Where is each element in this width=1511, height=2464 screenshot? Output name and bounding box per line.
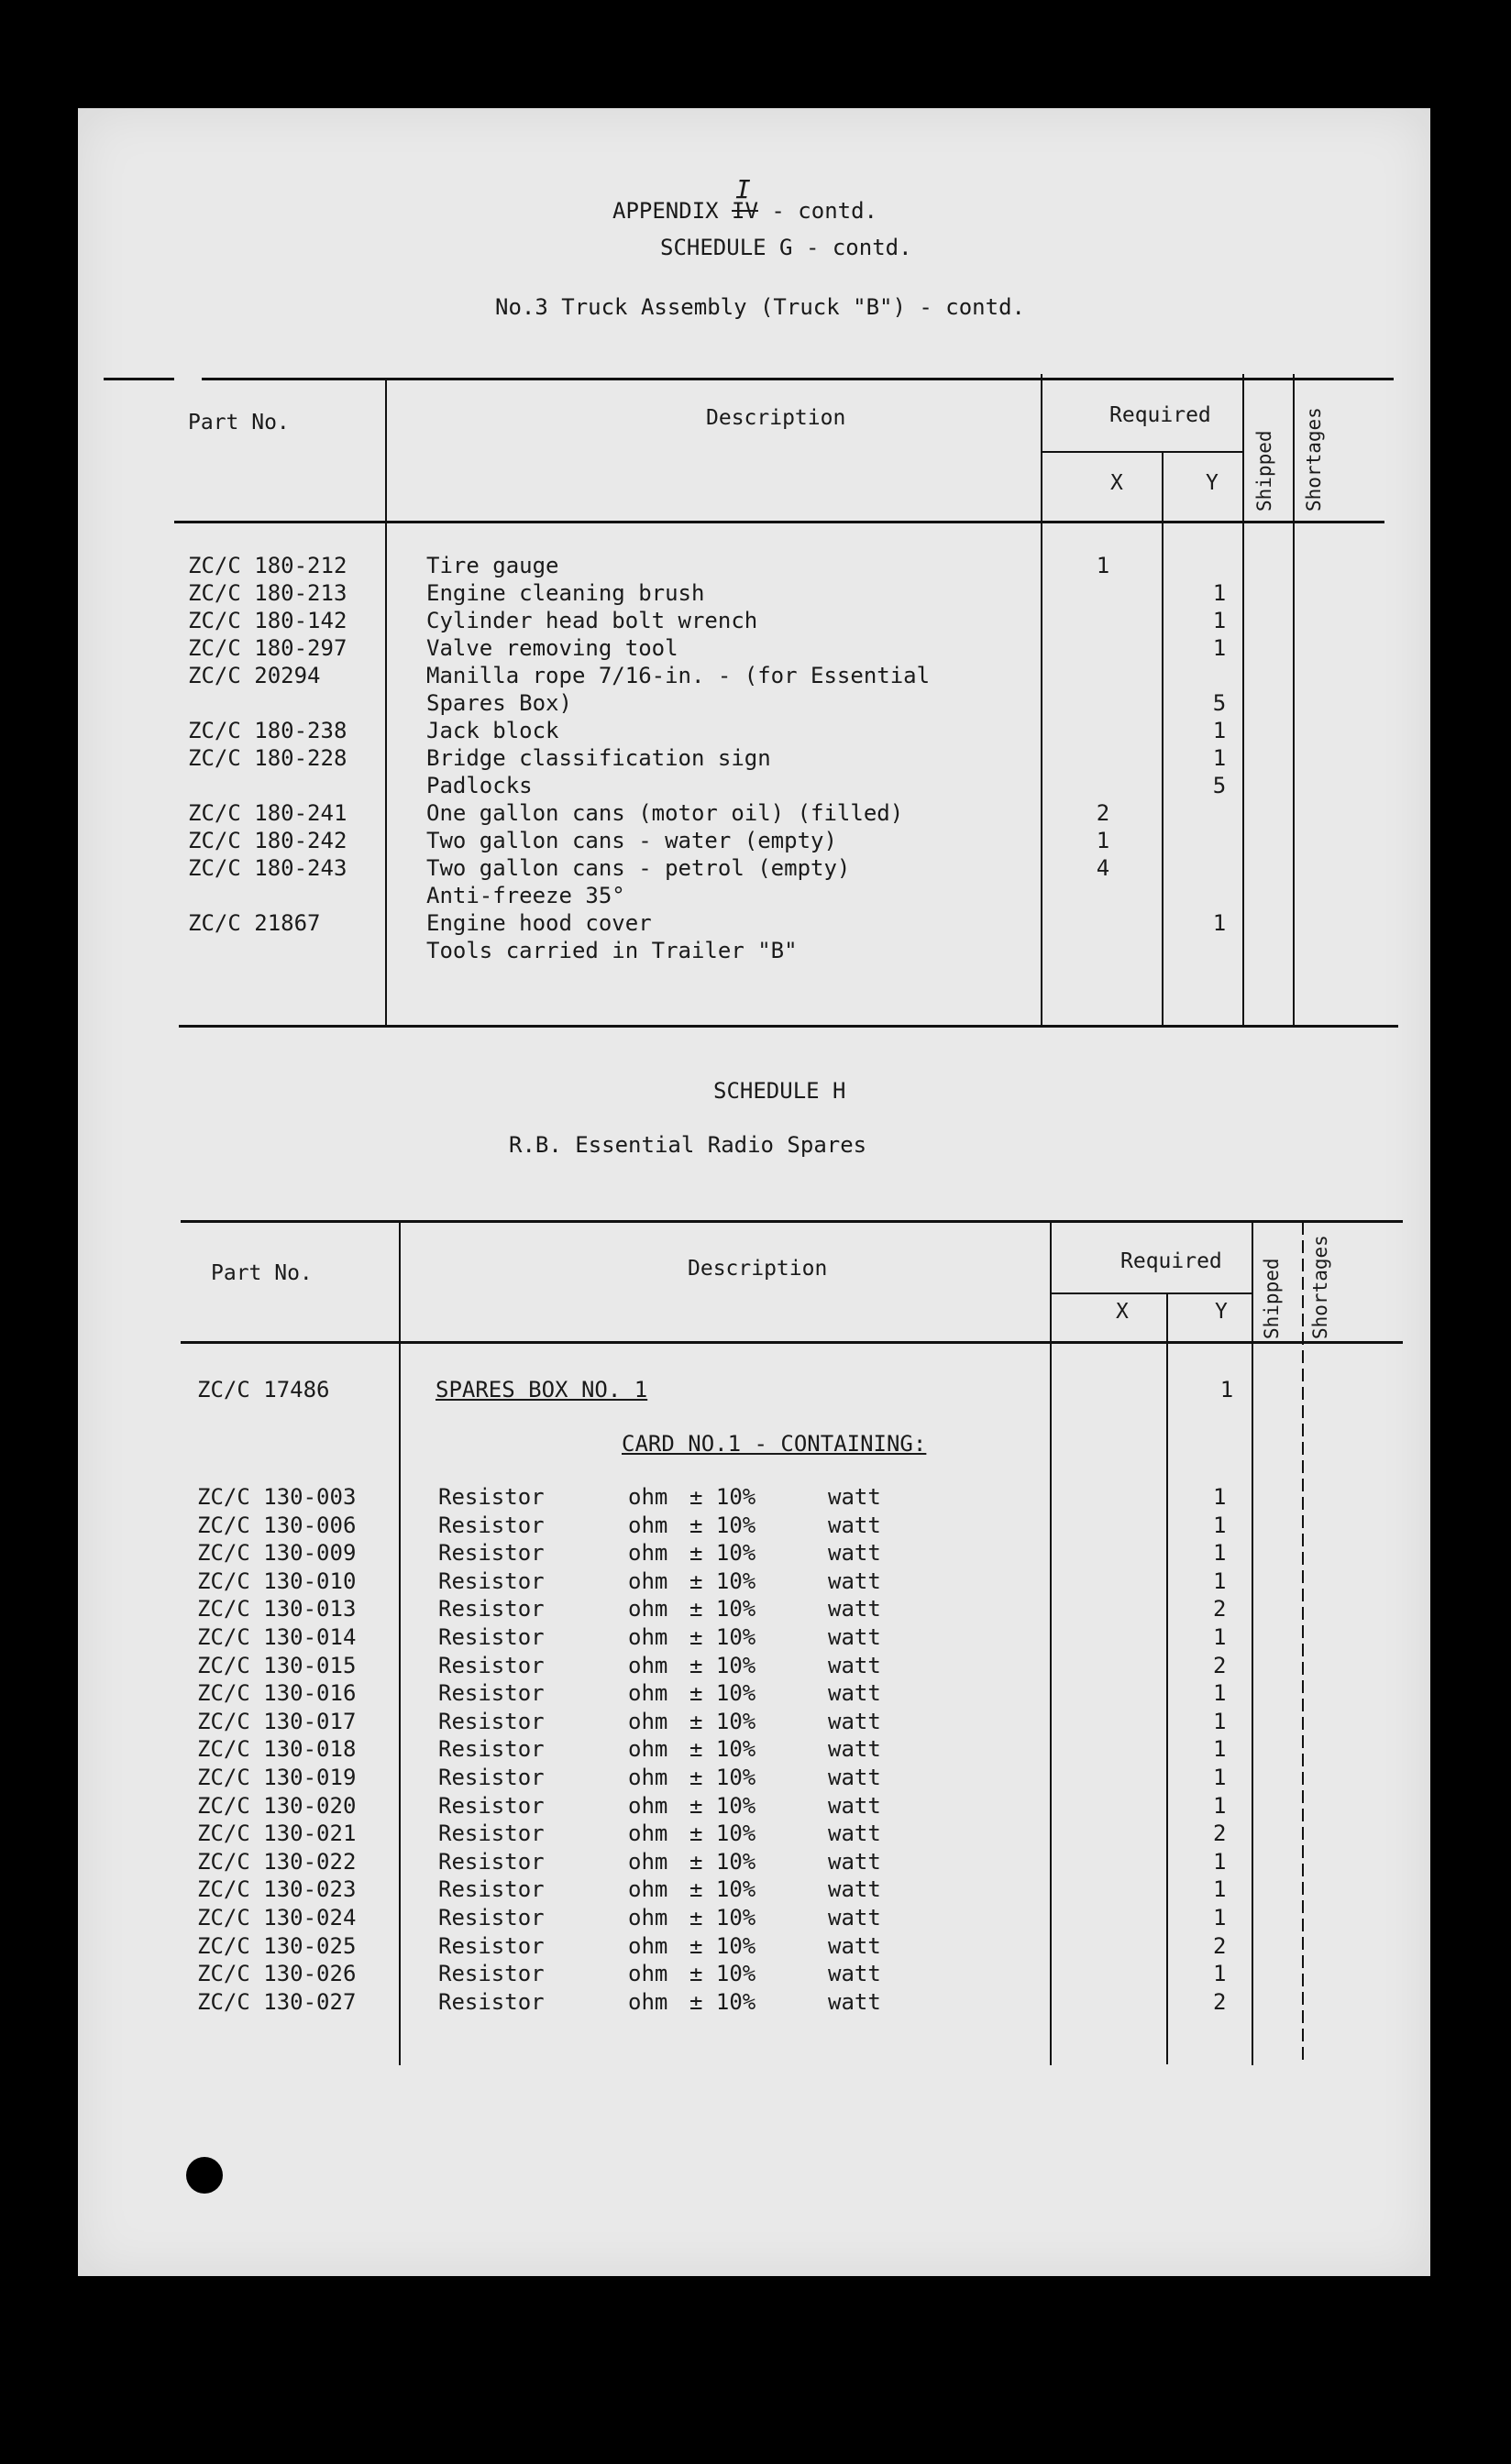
qty-y: 2	[1213, 1932, 1227, 1959]
ohm-unit: ohm	[628, 1624, 668, 1650]
description: Engine cleaning brush	[426, 580, 705, 606]
table-h-vline-shipped	[1302, 1222, 1304, 2065]
description: Bridge classification sign	[426, 745, 771, 771]
description: Two gallon cans - water (empty)	[426, 828, 837, 853]
part-number: ZC/C 130-022	[197, 1848, 357, 1875]
part-number: ZC/C 180-243	[188, 855, 347, 881]
wattage: watt	[828, 1708, 881, 1734]
wattage: watt	[828, 1540, 881, 1567]
qty-y: 1	[1212, 745, 1227, 771]
ohm-unit: ohm	[628, 1596, 668, 1622]
table-g-vline-y	[1242, 374, 1244, 1027]
qty-y: 1	[1213, 1512, 1227, 1538]
tolerance: ± 10%	[689, 1568, 756, 1594]
ohm-unit: ohm	[628, 1820, 668, 1847]
wattage: watt	[828, 1568, 881, 1594]
tolerance: ± 10%	[689, 1792, 756, 1819]
table-g-vline-x	[1162, 453, 1164, 1027]
col-h-x: X	[1116, 1300, 1129, 1324]
schedule-g-heading: SCHEDULE G - contd.	[660, 235, 912, 260]
part-number: ZC/C 130-025	[197, 1932, 357, 1959]
part-number: ZC/C 130-015	[197, 1652, 357, 1678]
qty-y: 1	[1213, 1484, 1227, 1510]
table-g-bottom-rule	[179, 1025, 1398, 1028]
tolerance: ± 10%	[689, 1848, 756, 1875]
table-g-top-gap	[174, 378, 202, 380]
qty-y: 1	[1212, 635, 1227, 661]
component-name: Resistor	[438, 1848, 545, 1875]
wattage: watt	[828, 1652, 881, 1678]
part-number: ZC/C 130-014	[197, 1624, 357, 1650]
qty-y: 2	[1213, 1820, 1227, 1847]
document-page	[78, 108, 1430, 2276]
col-h-shortages: Shortages	[1309, 1235, 1331, 1339]
qty-y: 2	[1213, 1596, 1227, 1622]
part-number: ZC/C 130-017	[197, 1708, 357, 1734]
tolerance: ± 10%	[689, 1905, 756, 1930]
qty-y: 5	[1212, 690, 1227, 716]
wattage: watt	[828, 1765, 881, 1790]
wattage: watt	[828, 1988, 881, 2015]
qty-x: 1	[1096, 828, 1110, 853]
description: Tools carried in Trailer "B"	[426, 938, 798, 963]
part-number: ZC/C 130-021	[197, 1820, 357, 1847]
component-name: Resistor	[438, 1540, 545, 1567]
component-name: Resistor	[438, 1961, 545, 1987]
ohm-unit: ohm	[628, 1484, 668, 1510]
part-number: ZC/C 180-242	[188, 828, 347, 853]
qty-y: 2	[1213, 1988, 1227, 2015]
schedule-h-subtitle: R.B. Essential Radio Spares	[509, 1132, 867, 1158]
ohm-unit: ohm	[628, 1905, 668, 1930]
wattage: watt	[828, 1512, 881, 1538]
description: Padlocks	[426, 773, 533, 798]
col-part-no: Part No.	[188, 411, 290, 434]
col-h-part-no: Part No.	[211, 1261, 313, 1285]
component-name: Resistor	[438, 1484, 545, 1510]
tolerance: ± 10%	[689, 1484, 756, 1510]
qty-y: 2	[1213, 1652, 1227, 1678]
qty-y: 1	[1213, 1540, 1227, 1567]
component-name: Resistor	[438, 1876, 545, 1903]
description: Two gallon cans - petrol (empty)	[426, 855, 851, 881]
table-g-vline-part	[385, 380, 387, 1027]
appendix-suffix: - contd.	[771, 198, 877, 224]
wattage: watt	[828, 1624, 881, 1650]
qty-y: 1	[1213, 1848, 1227, 1875]
table-h-vline-y	[1252, 1222, 1253, 2065]
table-g-top-rule	[104, 378, 1394, 380]
qty-y: 1	[1212, 608, 1227, 633]
wattage: watt	[828, 1596, 881, 1622]
tolerance: ± 10%	[689, 1624, 756, 1650]
tolerance: ± 10%	[689, 1961, 756, 1987]
wattage: watt	[828, 1961, 881, 1987]
qty-y: 1	[1213, 1765, 1227, 1790]
part-number: ZC/C 20294	[188, 663, 321, 688]
component-name: Resistor	[438, 1624, 545, 1650]
col-h-y: Y	[1215, 1300, 1228, 1324]
tolerance: ± 10%	[689, 1708, 756, 1734]
qty-y: 1	[1213, 1736, 1227, 1763]
table-h-top-rule	[181, 1220, 1403, 1223]
component-name: Resistor	[438, 1708, 545, 1734]
tolerance: ± 10%	[689, 1988, 756, 2015]
description: Anti-freeze 35°	[426, 883, 625, 908]
table-g-required-rule	[1041, 451, 1242, 453]
spares-box-y: 1	[1219, 1377, 1234, 1402]
card-heading	[622, 1430, 926, 1458]
component-name: Resistor	[438, 1652, 545, 1678]
qty-y: 1	[1213, 1624, 1227, 1650]
part-number: ZC/C 180-228	[188, 745, 347, 771]
description: Manilla rope 7/16-in. - (for Essential	[426, 663, 931, 688]
ohm-unit: ohm	[628, 1512, 668, 1538]
ohm-unit: ohm	[628, 1848, 668, 1875]
part-number: ZC/C 180-142	[188, 608, 347, 633]
part-number: ZC/C 130-024	[197, 1905, 357, 1930]
part-number: ZC/C 21867	[188, 910, 321, 936]
appendix-struck-number	[732, 174, 758, 224]
qty-x: 1	[1096, 553, 1110, 578]
wattage: watt	[828, 1484, 881, 1510]
col-required: Required	[1109, 403, 1211, 427]
part-number: ZC/C 180-238	[188, 718, 347, 743]
ohm-unit: ohm	[628, 1568, 668, 1594]
qty-y: 1	[1213, 1680, 1227, 1707]
wattage: watt	[828, 1736, 881, 1763]
part-number: ZC/C 180-297	[188, 635, 347, 661]
part-number: ZC/C 180-213	[188, 580, 347, 606]
tolerance: ± 10%	[689, 1820, 756, 1847]
part-number: ZC/C 130-018	[197, 1736, 357, 1763]
component-name: Resistor	[438, 1512, 545, 1538]
truck-title: No.3 Truck Assembly (Truck "B") - contd.	[495, 294, 1025, 320]
table-h-vline-desc	[1050, 1222, 1052, 2065]
qty-y: 5	[1212, 773, 1227, 798]
qty-x: 2	[1096, 800, 1110, 826]
table-h-vline-x	[1166, 1294, 1168, 2064]
spares-box-desc: SPARES BOX NO. 1	[436, 1377, 648, 1402]
part-number: ZC/C 130-026	[197, 1961, 357, 1987]
table-g-vline-shipped	[1293, 374, 1295, 1027]
appendix-heading	[612, 174, 877, 224]
part-number: ZC/C 130-006	[197, 1512, 357, 1538]
table-h-header-rule	[181, 1341, 1403, 1344]
appendix-correction: I	[735, 174, 751, 204]
spares-box-part: ZC/C 17486	[197, 1377, 330, 1402]
part-number: ZC/C 130-027	[197, 1988, 357, 2015]
description: Valve removing tool	[426, 635, 678, 661]
part-number: ZC/C 180-241	[188, 800, 347, 826]
col-shortages: Shortages	[1303, 407, 1325, 512]
ohm-unit: ohm	[628, 1765, 668, 1790]
qty-y: 1	[1213, 1905, 1227, 1930]
qty-y: 1	[1212, 910, 1227, 936]
ohm-unit: ohm	[628, 1961, 668, 1987]
ohm-unit: ohm	[628, 1792, 668, 1819]
component-name: Resistor	[438, 1568, 545, 1594]
component-name: Resistor	[438, 1905, 545, 1930]
appendix-struck-text: IV	[732, 198, 758, 224]
col-h-shipped: Shipped	[1261, 1258, 1283, 1339]
part-number: ZC/C 180-212	[188, 553, 347, 578]
wattage: watt	[828, 1848, 881, 1875]
part-number: ZC/C 130-020	[197, 1792, 357, 1819]
col-h-description: Description	[688, 1257, 828, 1281]
component-name: Resistor	[438, 1765, 545, 1790]
table-h-required-rule	[1050, 1292, 1252, 1294]
component-name: Resistor	[438, 1988, 545, 2015]
ohm-unit: ohm	[628, 1652, 668, 1678]
ohm-unit: ohm	[628, 1540, 668, 1567]
tolerance: ± 10%	[689, 1680, 756, 1707]
description: Jack block	[426, 718, 559, 743]
wattage: watt	[828, 1792, 881, 1819]
wattage: watt	[828, 1680, 881, 1707]
col-shipped: Shipped	[1253, 430, 1275, 512]
part-number: ZC/C 130-009	[197, 1540, 357, 1567]
component-name: Resistor	[438, 1932, 545, 1959]
part-number: ZC/C 130-013	[197, 1596, 357, 1622]
tolerance: ± 10%	[689, 1736, 756, 1763]
qty-y: 1	[1213, 1961, 1227, 1987]
punch-hole	[186, 2157, 223, 2194]
col-y: Y	[1206, 471, 1219, 495]
ohm-unit: ohm	[628, 1876, 668, 1903]
component-name: Resistor	[438, 1680, 545, 1707]
wattage: watt	[828, 1905, 881, 1930]
table-g-vline-desc	[1041, 374, 1042, 1027]
qty-y: 1	[1213, 1568, 1227, 1594]
qty-y: 1	[1212, 580, 1227, 606]
qty-y: 1	[1213, 1876, 1227, 1903]
tolerance: ± 10%	[689, 1512, 756, 1538]
part-number: ZC/C 130-023	[197, 1876, 357, 1903]
description: Cylinder head bolt wrench	[426, 608, 758, 633]
card-heading-text: CARD NO.1 - CONTAINING:	[622, 1431, 927, 1457]
wattage: watt	[828, 1932, 881, 1959]
part-number: ZC/C 130-019	[197, 1765, 357, 1790]
schedule-h-title: SCHEDULE H	[713, 1078, 846, 1104]
col-h-required: Required	[1120, 1249, 1222, 1273]
part-number: ZC/C 130-003	[197, 1484, 357, 1510]
tolerance: ± 10%	[689, 1652, 756, 1678]
qty-x: 4	[1096, 855, 1110, 881]
tolerance: ± 10%	[689, 1765, 756, 1790]
qty-y: 1	[1212, 718, 1227, 743]
component-name: Resistor	[438, 1596, 545, 1622]
ohm-unit: ohm	[628, 1680, 668, 1707]
wattage: watt	[828, 1820, 881, 1847]
ohm-unit: ohm	[628, 1988, 668, 2015]
tolerance: ± 10%	[689, 1596, 756, 1622]
description: Tire gauge	[426, 553, 559, 578]
wattage: watt	[828, 1876, 881, 1903]
appendix-label: APPENDIX	[612, 198, 719, 224]
component-name: Resistor	[438, 1792, 545, 1819]
component-name: Resistor	[438, 1736, 545, 1763]
description: One gallon cans (motor oil) (filled)	[426, 800, 904, 826]
table-h-vline-part	[399, 1222, 401, 2065]
tolerance: ± 10%	[689, 1540, 756, 1567]
qty-y: 1	[1213, 1792, 1227, 1819]
col-x: X	[1110, 471, 1123, 495]
part-number: ZC/C 130-010	[197, 1568, 357, 1594]
description: Engine hood cover	[426, 910, 652, 936]
col-description: Description	[706, 406, 846, 430]
ohm-unit: ohm	[628, 1932, 668, 1959]
part-number: ZC/C 130-016	[197, 1680, 357, 1707]
table-g-header-rule	[174, 521, 1384, 523]
component-name: Resistor	[438, 1820, 545, 1847]
description: Spares Box)	[426, 690, 572, 716]
tolerance: ± 10%	[689, 1876, 756, 1903]
tolerance: ± 10%	[689, 1932, 756, 1959]
qty-y: 1	[1213, 1708, 1227, 1734]
ohm-unit: ohm	[628, 1736, 668, 1763]
ohm-unit: ohm	[628, 1708, 668, 1734]
